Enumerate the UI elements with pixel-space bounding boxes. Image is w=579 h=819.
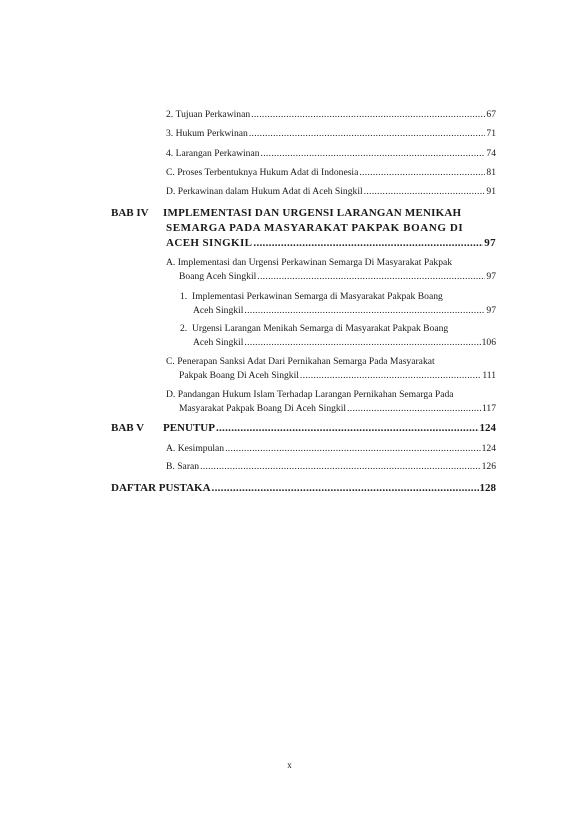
toc-item-c-line1	[166, 356, 435, 368]
toc-item-text: Perkawinan dalam Hukum Adat di Aceh Singkil	[177, 186, 363, 197]
dot-leader	[244, 305, 485, 317]
toc-item-text: Tujuan Perkawinan	[175, 109, 251, 120]
toc-item-page: 71	[486, 128, 496, 139]
toc-item-page: 111	[482, 370, 496, 381]
chapter-title-last-line	[166, 236, 496, 250]
toc-item-number: A.	[166, 257, 176, 268]
toc-item-a-line2	[179, 271, 496, 283]
toc-item-number: 2.	[166, 109, 174, 120]
chapter-page: 128	[479, 482, 496, 494]
toc-item-page: 97	[486, 305, 496, 316]
chapter-page: 124	[479, 422, 496, 434]
toc-item-text: Boang Aceh Singkil	[179, 271, 257, 282]
chapter-title-text: DAFTAR PUSTAKA	[111, 482, 211, 494]
toc-item-number: D.	[166, 186, 176, 197]
toc-item-d-line2	[179, 403, 496, 415]
toc-item-number: 4.	[166, 148, 174, 159]
dot-leader	[253, 236, 483, 250]
dot-leader	[249, 128, 486, 140]
toc-item-text: Implementasi Perkawinan Semarga di Masyarakat Pakpak Boang	[192, 291, 443, 302]
dot-leader	[200, 461, 481, 473]
toc-item-page: 124	[481, 443, 496, 454]
toc-item-text: Masyarakat Pakpak Boang Di Aceh Singkil	[179, 403, 347, 414]
toc-item-a-line1	[166, 257, 452, 269]
dot-leader	[216, 421, 479, 435]
chapter-title-line: SEMARGA PADA MASYARAKAT PAKPAK BOANG DI	[166, 222, 464, 234]
dot-leader	[359, 167, 485, 179]
toc-item-page: 91	[486, 186, 496, 197]
toc-item-larangan	[166, 148, 496, 160]
toc-item-text: Pakpak Boang Di Aceh Singkil	[179, 370, 299, 381]
toc-item-page: 106	[481, 337, 496, 348]
toc-item-page: 67	[486, 109, 496, 120]
page-number-footer: x	[287, 760, 292, 770]
chapter-title-penutup	[163, 421, 496, 435]
toc-item-kesimpulan	[166, 443, 496, 455]
dot-leader	[225, 443, 481, 455]
chapter-title-text: ACEH SINGKIL	[166, 237, 253, 249]
dot-leader	[251, 109, 485, 121]
chapter-title-text: PENUTUP	[163, 422, 215, 434]
toc-daftar-pustaka	[111, 481, 496, 495]
toc-item-number: 1.	[180, 291, 188, 302]
toc-item-text: Implementasi dan Urgensi Perkawinan Semarga Di Masyarakat Pakpak	[177, 257, 453, 268]
chapter-label-bab-iv: BAB IV	[111, 207, 149, 219]
toc-item-text: Penerapan Sanksi Adat Dari Pernikahan Semarga Pada Masyarakat	[177, 356, 435, 367]
toc-item-number: D.	[166, 389, 176, 400]
toc-item-number: B.	[166, 461, 175, 472]
toc-item-perkawinan-adat	[166, 186, 496, 198]
toc-item-page: 126	[481, 461, 496, 472]
toc-item-page: 97	[486, 271, 496, 282]
toc-item-text: Hukum Perkwinan	[175, 128, 248, 139]
chapter-title-line: IMPLEMENTASI DAN URGENSI LARANGAN MENIKAH	[163, 207, 462, 219]
toc-item-number: 3.	[166, 128, 174, 139]
toc-subitem-1-line1	[180, 291, 443, 303]
toc-item-tujuan	[166, 109, 496, 121]
toc-item-number: 2.	[180, 323, 188, 334]
toc-subitem-1-line2	[193, 305, 496, 317]
toc-item-text: Aceh Singkil	[193, 305, 244, 316]
toc-subitem-2-line1	[180, 323, 448, 335]
toc-item-hukum	[166, 128, 496, 140]
toc-item-c-line2	[179, 370, 496, 382]
toc-item-d-line1	[166, 389, 454, 401]
toc-item-text: Larangan Perkawinan	[175, 148, 260, 159]
dot-leader	[347, 403, 481, 415]
dot-leader	[300, 370, 481, 382]
toc-item-text: Proses Terbentuknya Hukum Adat di Indonesia	[177, 167, 359, 178]
toc-item-page: 81	[486, 167, 496, 178]
toc-item-proses	[166, 167, 496, 179]
toc-item-saran	[166, 461, 496, 473]
dot-leader	[244, 337, 480, 349]
dot-leader	[261, 148, 486, 160]
toc-item-text: Saran	[177, 461, 200, 472]
toc-item-number: C.	[166, 356, 175, 367]
toc-item-number: C.	[166, 167, 175, 178]
toc-item-text: Kesimpulan	[177, 443, 225, 454]
toc-item-text: Urgensi Larangan Menikah Semarga di Masyarakat Pakpak Boang	[192, 323, 449, 334]
toc-item-number: A.	[166, 443, 176, 454]
chapter-page: 97	[484, 237, 496, 249]
dot-leader	[364, 186, 486, 198]
dot-leader	[212, 481, 479, 495]
dot-leader	[257, 271, 485, 283]
toc-item-page: 117	[481, 403, 496, 414]
toc-subitem-2-line2	[193, 337, 496, 349]
toc-item-page: 74	[486, 148, 496, 159]
toc-item-text: Aceh Singkil	[193, 337, 244, 348]
toc-item-text: Pandangan Hukum Islam Terhadap Larangan Pernikahan Semarga Pada	[177, 389, 454, 400]
chapter-label-bab-v: BAB V	[111, 422, 145, 434]
